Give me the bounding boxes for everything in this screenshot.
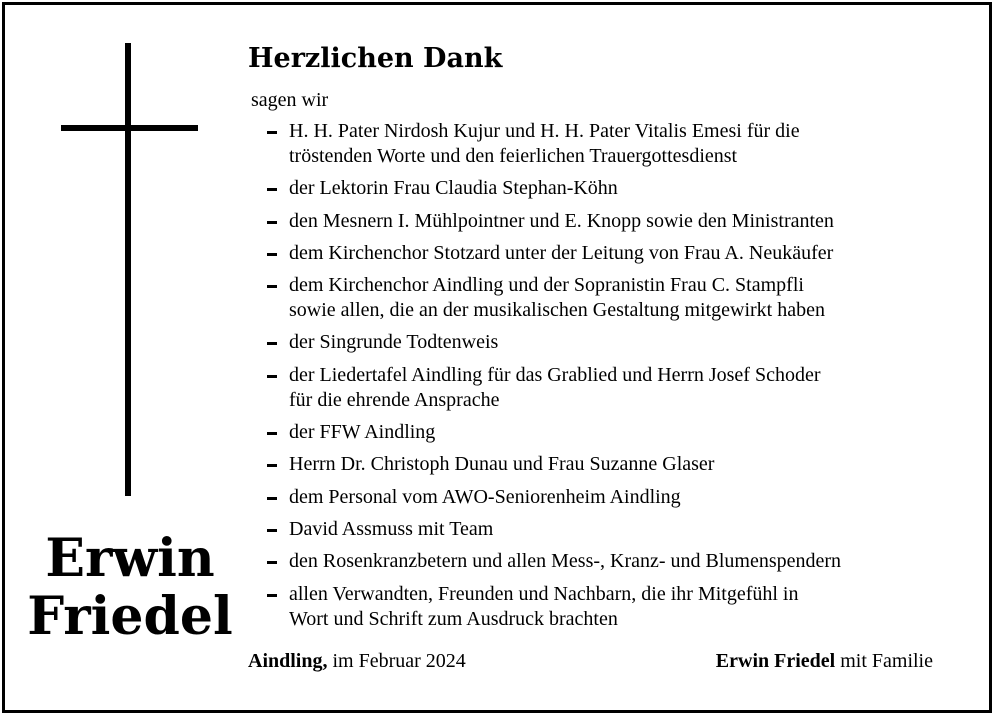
list-item-line: sowie allen, die an der musikalischen Gestaltung mitgewirkt haben: [289, 299, 825, 322]
list-item-line: tröstenden Worte und den feierlichen Trauergottesdienst: [289, 145, 738, 167]
cross-icon-crossbar: [61, 125, 198, 131]
deceased-last-name: Friedel: [27, 586, 233, 647]
list-item-line: Wort und Schrift zum Ausdruck brachten: [289, 607, 618, 630]
dash-icon: [267, 253, 277, 256]
dash-icon: [267, 529, 277, 532]
dash-icon: [267, 342, 277, 345]
list-item: [262, 517, 962, 542]
dash-icon: [267, 375, 277, 378]
list-item-line: dem Kirchenchor Aindling und der Sopranistin Frau C. Stampfli: [289, 274, 804, 297]
list-item-line: den Rosenkranzbetern und allen Mess-, Kranz- und Blumenspendern: [289, 550, 842, 573]
list-item: [262, 273, 962, 323]
heading: Herzlichen Dank: [248, 43, 503, 74]
dash-icon: [267, 594, 277, 597]
list-item: [262, 119, 962, 169]
deceased-name: [20, 530, 240, 646]
dash-icon: [267, 188, 277, 191]
list-item-line: dem Personal vom AWO-Seniorenheim Aindling: [289, 485, 681, 508]
dash-icon: [267, 497, 277, 500]
footer-place: Aindling,: [248, 650, 328, 672]
list-item-line: Herrn Dr. Christoph Dunau und Frau Suzanne Glaser: [289, 453, 715, 476]
list-item-line: der Singrunde Todtenweis: [289, 331, 499, 354]
cross-icon: [125, 43, 131, 496]
dash-icon: [267, 464, 277, 467]
dash-icon: [267, 561, 277, 564]
list-item: [262, 176, 962, 201]
footer-signature: [716, 648, 933, 674]
dash-icon: [267, 131, 277, 134]
list-item-line: der Lektorin Frau Claudia Stephan-Köhn: [289, 177, 618, 200]
list-item: [262, 363, 962, 413]
intro-text: sagen wir: [251, 89, 329, 111]
thanks-list: [262, 119, 962, 639]
list-item-line: der Liedertafel Aindling für das Grablied und Herrn Josef Schoder: [289, 363, 821, 386]
deceased-first-name: Erwin: [45, 528, 215, 589]
list-item-line: allen Verwandten, Freunden und Nachbarn, die ihr Mitgefühl in: [289, 582, 799, 605]
signer-name: Erwin Friedel: [715, 650, 836, 672]
list-item: [262, 330, 962, 355]
dash-icon: [267, 432, 277, 435]
list-item: [262, 485, 962, 510]
list-item: [262, 452, 962, 477]
signer-suffix: mit Familie: [835, 650, 933, 672]
list-item-line: der FFW Aindling: [289, 421, 436, 444]
list-item: [262, 209, 962, 234]
list-item-line: für die ehrende Ansprache: [289, 388, 500, 411]
list-item-line: David Assmuss mit Team: [289, 517, 494, 540]
list-item: [262, 549, 962, 574]
list-item-line: H. H. Pater Nirdosh Kujur und H. H. Pater Vitalis Emesi für die: [289, 120, 800, 142]
dash-icon: [267, 221, 277, 224]
list-item: [262, 582, 962, 632]
footer-date: im Februar 2024: [327, 650, 466, 672]
list-item: [262, 241, 962, 266]
dash-icon: [267, 285, 277, 288]
footer-place-date: [248, 648, 466, 674]
list-item-line: den Mesnern I. Mühlpointner und E. Knopp sowie den Ministranten: [289, 209, 834, 232]
list-item-line: dem Kirchenchor Stotzard unter der Leitung von Frau A. Neukäufer: [289, 241, 834, 264]
list-item: [262, 420, 962, 445]
